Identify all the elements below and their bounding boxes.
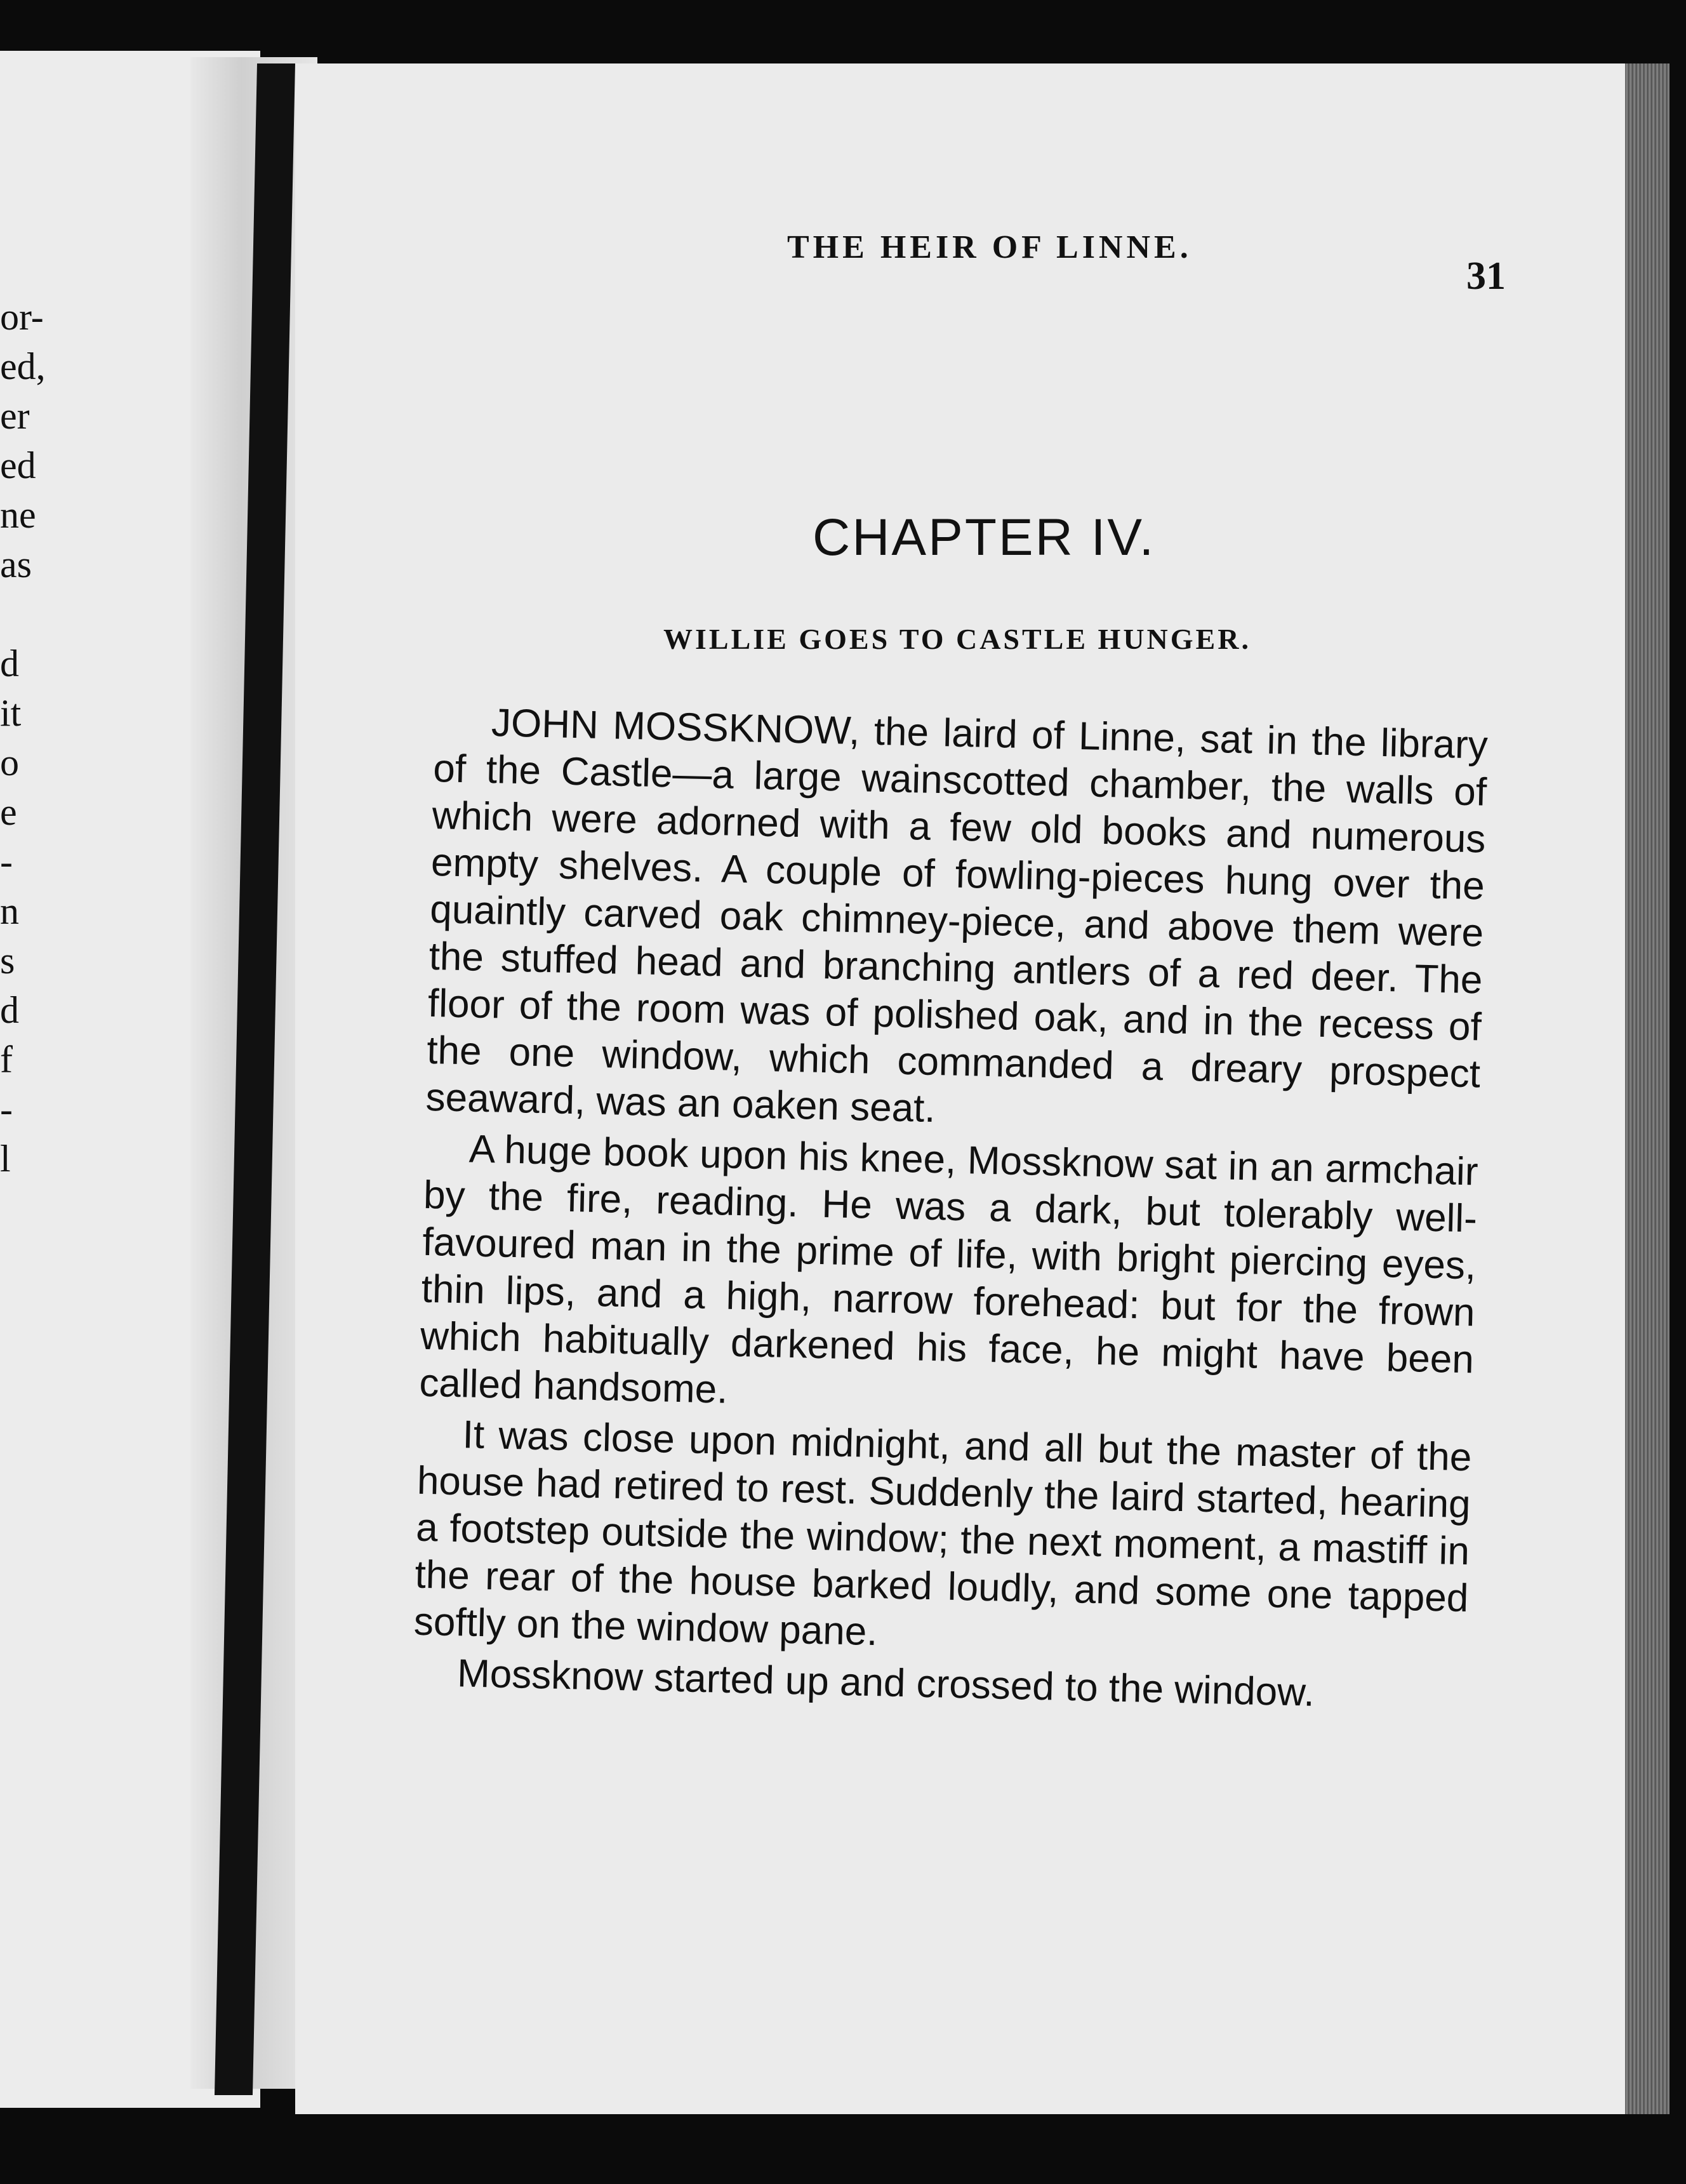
running-head: THE HEIR OF LINNE. [787,229,1192,265]
chapter-subtitle: WILLIE GOES TO CASTLE HUNGER. [663,623,1251,655]
left-fragment: f [0,1039,13,1081]
left-fragment: l [0,1138,11,1180]
left-page-text-fragments [0,292,46,1183]
left-fragment: as [0,543,32,585]
left-fragment: ed, [0,345,46,387]
left-fragment [0,589,46,639]
left-fragment: o [0,742,19,783]
left-fragment: n [0,890,19,932]
paragraph: Mossknow started up and crossed to the window. [456,1651,1315,1715]
left-fragment: e [0,791,17,833]
page-edge-stack [1625,63,1669,2114]
paragraph: JOHN MOSSKNOW, the laird of Linne, sat in the library of the Castle—a large wainscotted chamber, the walls of which were adorned with a few old books and numerous empty shelves. A couple of fowling-pieces hung over the quaintly carved oak chimney-piece, and above them were the stuffed head and branching antlers of a red deer. The floor of the room was of polished oak, and in the recess of the one window, which commanded a dreary prospect seaward, was an oaken seat. [425,701,1489,1131]
left-fragment: ne [0,494,36,536]
left-fragment: ed [0,444,36,486]
page-number: 31 [1466,255,1506,298]
chapter-title: CHAPTER IV. [813,509,1156,566]
paragraph: A huge book upon his knee, Mossknow sat in an armchair by the fire, reading. He was a dark, but tolerably well-favoured man in the prime of life, with bright piercing eyes, thin lips, and a high, narrow forehead: but for the frown which habitually darkened his face, he might have been called handsome. [418,1127,1479,1412]
chapter-body [412,698,1488,1724]
left-fragment: d [0,989,19,1031]
left-fragment: d [0,643,19,684]
left-fragment: - [0,841,13,882]
left-fragment: er [0,395,30,437]
left-fragment: or- [0,296,44,338]
left-fragment: - [0,1088,13,1130]
paragraph: It was close upon midnight, and all but the master of the house had retired to rest. Suddenly the laird started, hearing a footstep outside the window; the next moment, a mastiff in the rear of the house barked loudly, and some one tapped softly on the window pane. [413,1413,1473,1655]
left-fragment: s [0,940,15,982]
left-fragment: it [0,692,22,734]
right-page [295,63,1669,2114]
